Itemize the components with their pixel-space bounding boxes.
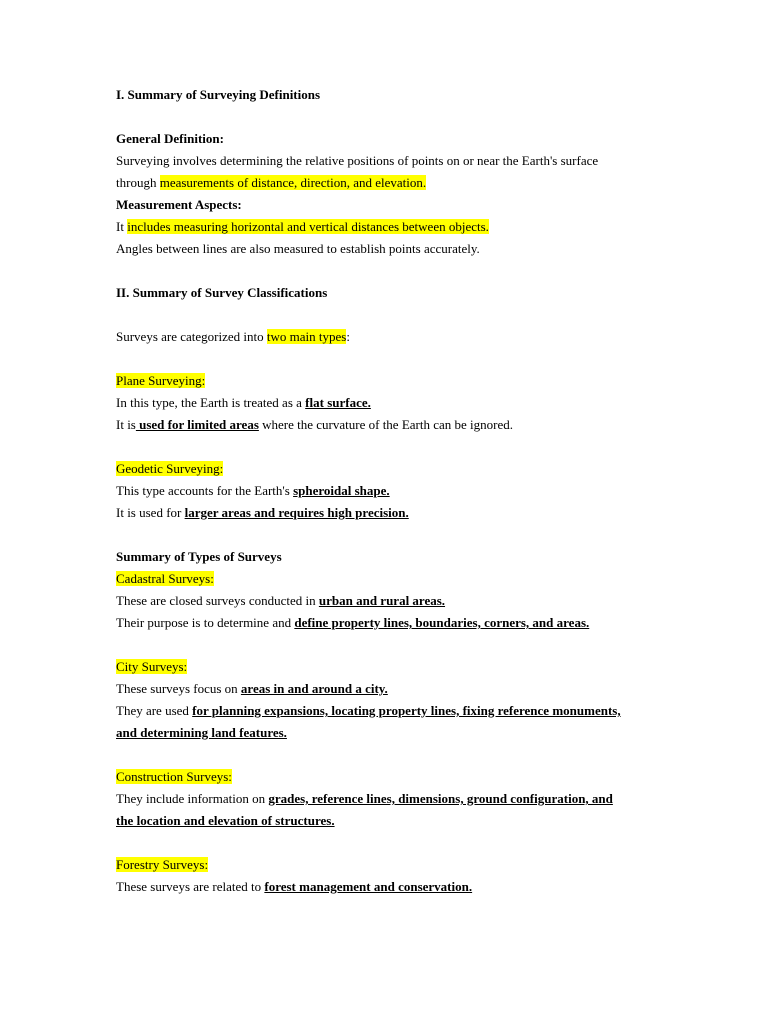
highlighted-text: Geodetic Surveying: — [116, 461, 224, 476]
general-definition-heading: General Definition: — [116, 131, 224, 146]
text-run: These are closed surveys conducted in — [116, 593, 319, 608]
text-run: : — [346, 329, 350, 344]
measurement-line-1 — [116, 216, 656, 238]
underlined-text: areas in and around a city. — [240, 681, 388, 696]
forestry-surveys-heading — [116, 854, 656, 876]
highlighted-text: City Surveys: — [116, 659, 188, 674]
construction-surveys-heading — [116, 766, 656, 788]
construction-line-1 — [116, 788, 656, 810]
section-1-heading: I. Summary of Surveying Definitions — [116, 87, 321, 102]
underlined-text: for planning expansions, locating property lines, fixing reference monuments, — [192, 703, 621, 718]
underlined-text: spheroidal shape. — [293, 483, 390, 498]
section-2-heading: II. Summary of Survey Classifications — [116, 285, 328, 300]
plane-line-2 — [116, 414, 656, 436]
geodetic-line-2 — [116, 502, 656, 524]
city-surveys-heading — [116, 656, 656, 678]
underlined-text: urban and rural areas. — [318, 593, 446, 608]
underlined-text: grades, reference lines, dimensions, ground configuration, and — [268, 791, 613, 806]
construction-line-2 — [116, 810, 656, 832]
cadastral-line-2 — [116, 612, 656, 634]
general-definition-line-2 — [116, 172, 656, 194]
underlined-text: forest management and conservation. — [264, 879, 473, 894]
text-run: These surveys focus on — [116, 681, 241, 696]
underlined-text: used for limited areas — [135, 417, 259, 432]
text-run: These surveys are related to — [116, 879, 265, 894]
categories-line — [116, 326, 656, 348]
highlighted-text: measurements of distance, direction, and elevation. — [159, 175, 427, 190]
underlined-text: flat surface. — [305, 395, 371, 410]
text-run: Their purpose is to determine and — [116, 615, 295, 630]
text-run: They are used — [116, 703, 193, 718]
highlighted-text: Construction Surveys: — [116, 769, 232, 784]
highlighted-text: Cadastral Surveys: — [116, 571, 214, 586]
underlined-text: larger areas and requires high precision. — [184, 505, 409, 520]
highlighted-text: Forestry Surveys: — [116, 857, 209, 872]
measurement-line-2: Angles between lines are also measured to establish points accurately. — [116, 241, 480, 256]
text-run: In this type, the Earth is treated as a — [116, 395, 306, 410]
geodetic-line-1 — [116, 480, 656, 502]
geodetic-surveying-heading — [116, 458, 656, 480]
city-line-3 — [116, 722, 656, 744]
text-run: It is used for — [116, 505, 185, 520]
text-run: This type accounts for the Earth's — [116, 483, 294, 498]
underlined-text: and determining land features. — [116, 725, 287, 740]
types-of-surveys-heading: Summary of Types of Surveys — [116, 549, 282, 564]
cadastral-surveys-heading — [116, 568, 656, 590]
highlighted-text: Plane Surveying: — [116, 373, 206, 388]
general-definition-line-1: Surveying involves determining the relative positions of points on or near the Earth's surface — [116, 153, 599, 168]
document-body — [116, 84, 656, 898]
cadastral-line-1 — [116, 590, 656, 612]
plane-line-1 — [116, 392, 656, 414]
plane-surveying-heading — [116, 370, 656, 392]
text-run: It — [116, 219, 128, 234]
underlined-text: the location and elevation of structures. — [116, 813, 335, 828]
forestry-line-1 — [116, 876, 656, 898]
city-line-1 — [116, 678, 656, 700]
highlighted-text: two main types — [266, 329, 347, 344]
text-run: They include information on — [116, 791, 269, 806]
city-line-2 — [116, 700, 656, 722]
text-run: where the curvature of the Earth can be ignored. — [258, 417, 513, 432]
highlighted-text: includes measuring horizontal and vertical distances between objects. — [127, 219, 489, 234]
text-run: Surveys are categorized into — [116, 329, 267, 344]
measurement-aspects-heading: Measurement Aspects: — [116, 197, 242, 212]
text-run: It is — [116, 417, 136, 432]
underlined-text: define property lines, boundaries, corners, and areas. — [294, 615, 590, 630]
text-run: through — [116, 175, 160, 190]
